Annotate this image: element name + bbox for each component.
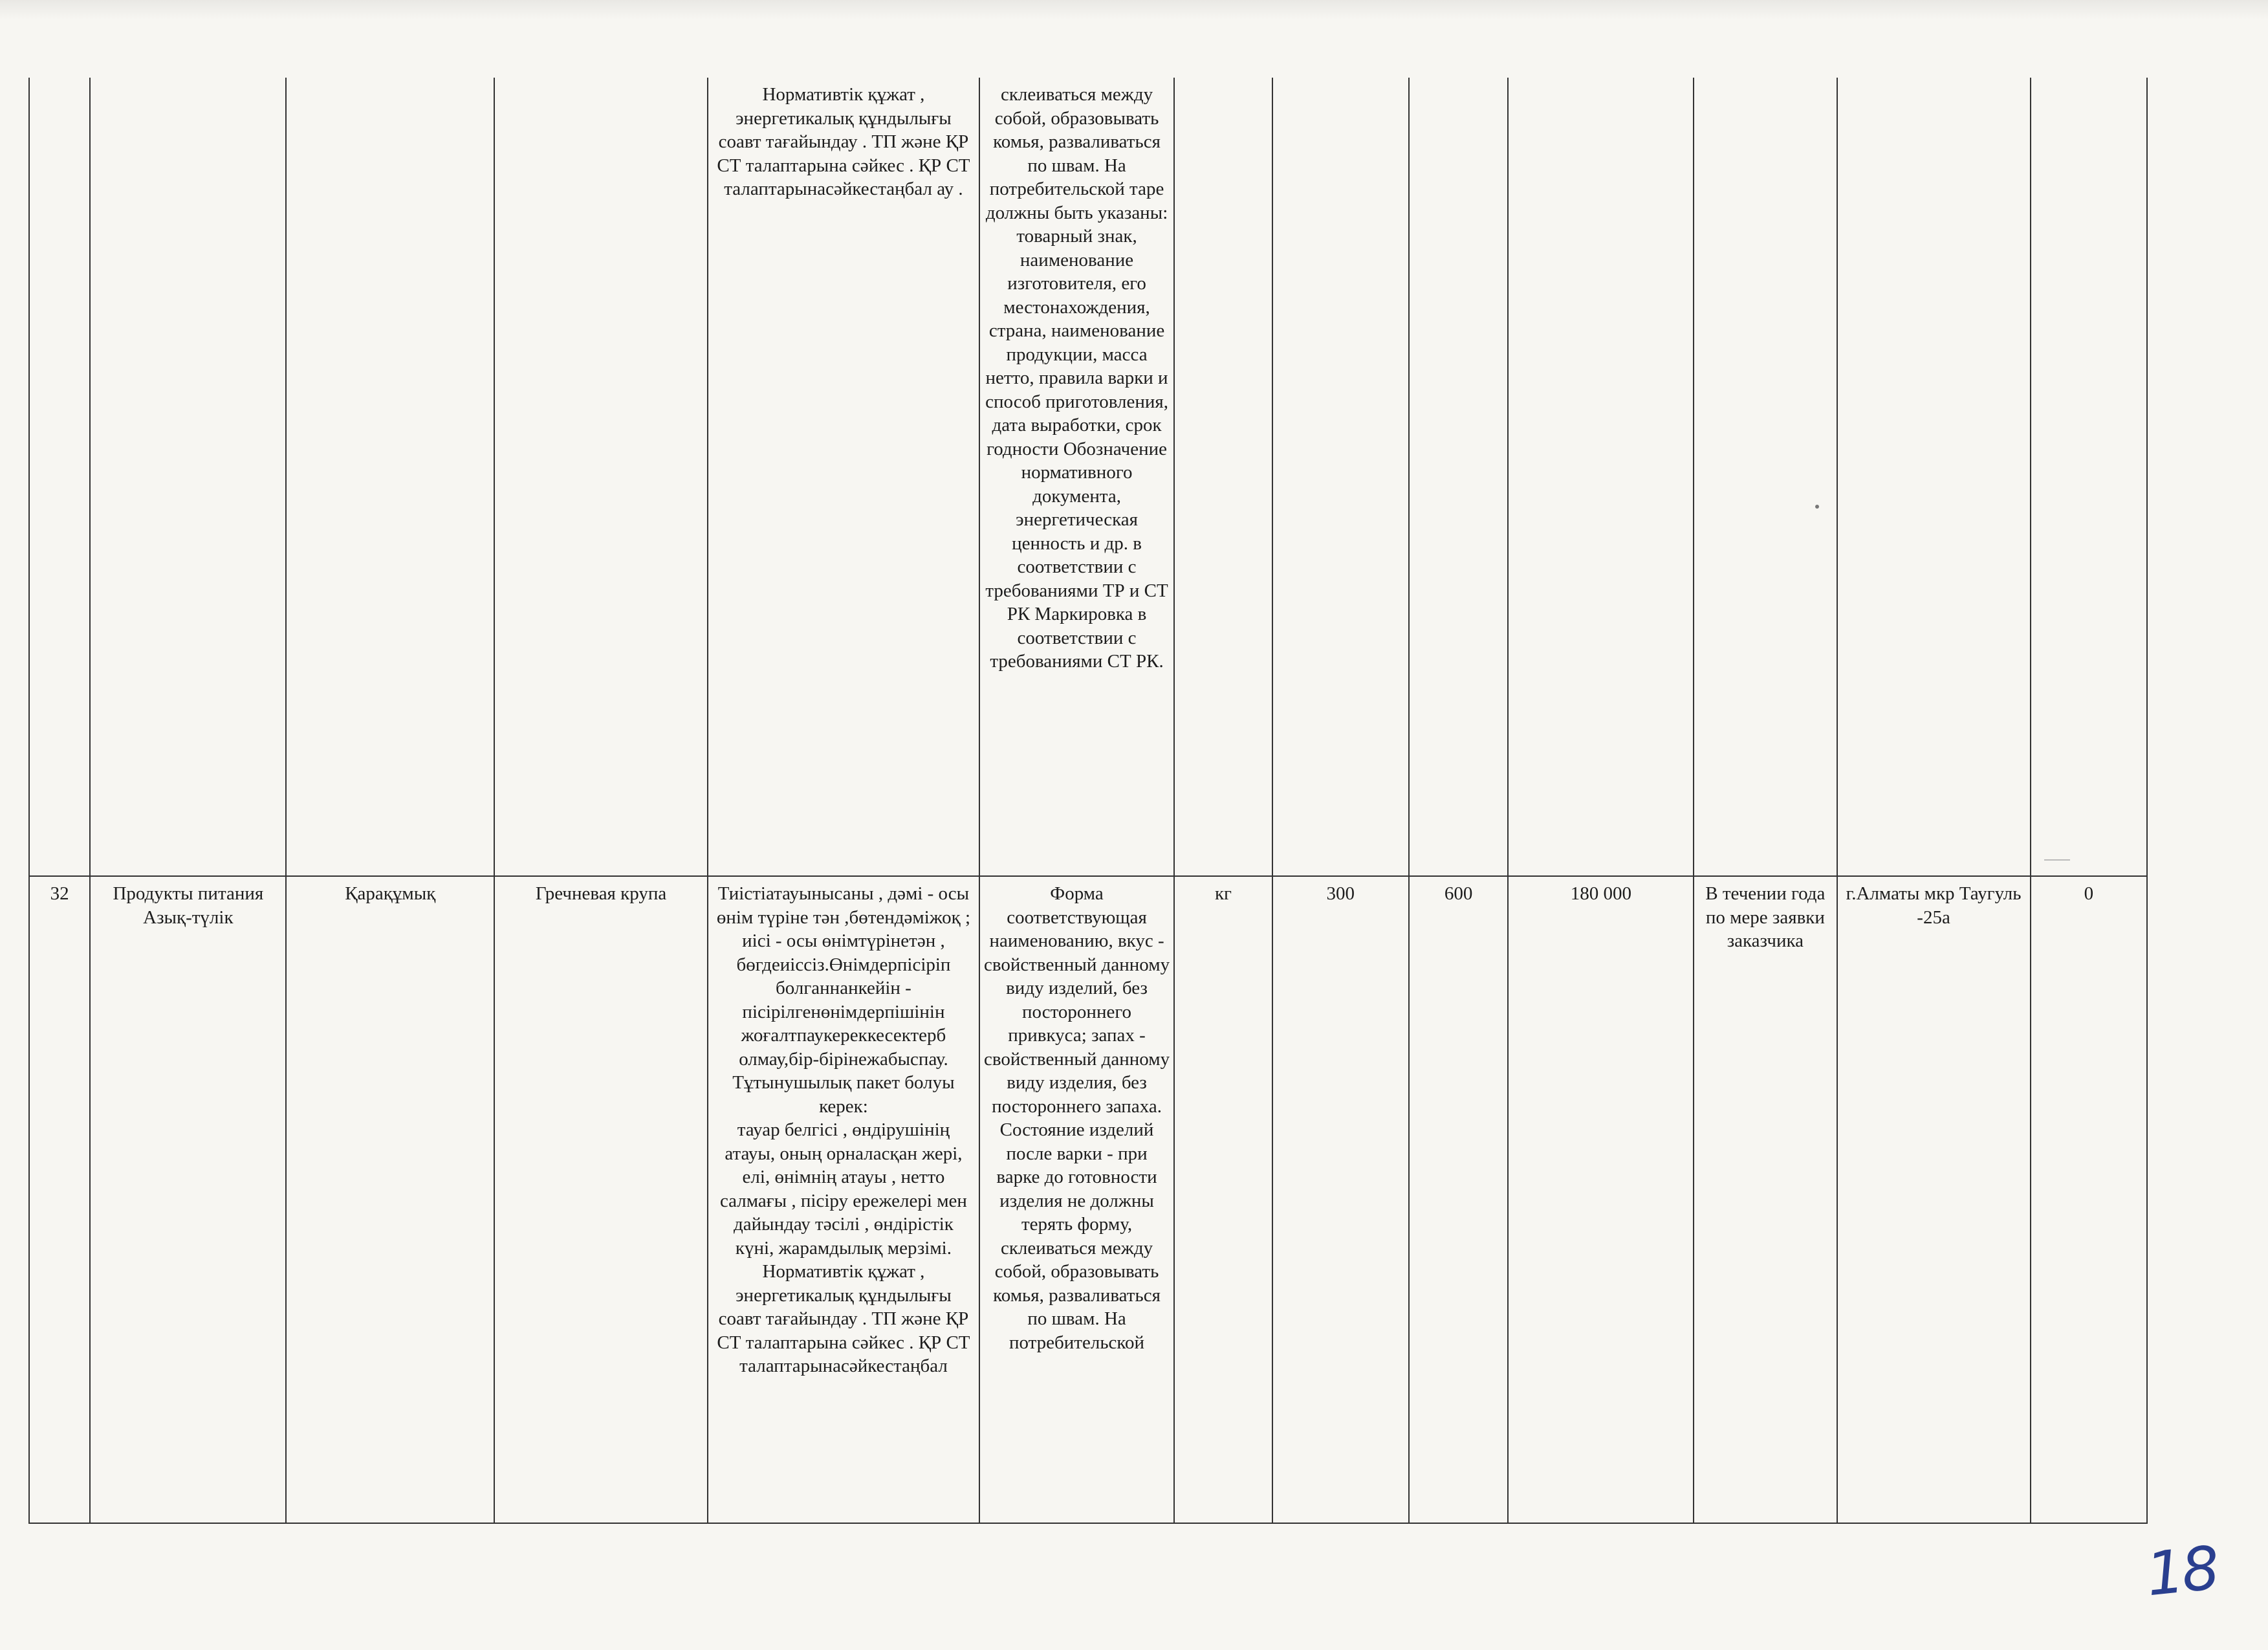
procurement-table <box>28 78 2148 1524</box>
cell-number: 32 <box>29 876 90 1523</box>
cell-delivery-address <box>1837 78 2031 876</box>
cell-description-ru: склеиваться между собой, образовывать комья, разваливаться по швам. На потребительской таре должны быть указаны: товарный знак, наименование изготовителя, его местонахождения, страна, наименование продукции, масса нетто, правила варки и способ приготовления, дата выработки, срок годности Обозначение нормативного документа, энергетическая ценность и др. в соответствии с требованиями ТР и СТ РК Маркировка в соответствии с требованиями СТ РК. <box>979 78 1174 876</box>
cell-quantity <box>1409 78 1509 876</box>
cell-advance <box>2031 78 2147 876</box>
page-number: 18 <box>2143 1533 2221 1610</box>
cell-unit: кг <box>1174 876 1272 1523</box>
cell-delivery-term: В течении года по мере заявки заказчика <box>1694 876 1837 1523</box>
cell-category: Продукты питания Азық-түлік <box>90 876 286 1523</box>
cell-unit <box>1174 78 1272 876</box>
scan-top-edge <box>0 0 2268 19</box>
cell-name-kz: Қарақұмық <box>286 876 494 1523</box>
cell-delivery-address: г.Алматы мкр Таугуль -25а <box>1837 876 2031 1523</box>
cell-delivery-term <box>1694 78 1837 876</box>
cell-price: 300 <box>1272 876 1409 1523</box>
cell-name-kz <box>286 78 494 876</box>
cell-price <box>1272 78 1409 876</box>
cell-description-kz: Тиістіатауынысаны , дәмі - осы өнім түріне тән ,бөтендәміжоқ ; иісі - осы өнімтүрінетән , бөгдеиіссіз.Өнімдерпісіріп болганнанкейін - пісірілгенөнімдерпішінін жоғалтпаукереккесектерб олмау,бір-бірінежабыспау. Тұтынушылық пакет болуы керек: тауар белгісі , өндірушінің атауы, оның орналасқан жері, елі, өнімнің атауы , нетто салмағы , пісіру ережелері мен дайындау тәсілі , өндірістік күні, жарамдылық мерзімі. Нормативтік құжат , энергетикалық құндылығы соавт тағайындау . ТП және ҚР СТ талаптарына сәйкес . ҚР СТ талаптарынасәйкестаңбал <box>708 876 979 1523</box>
scan-mark <box>2044 859 2070 861</box>
cell-category <box>90 78 286 876</box>
table-row-32 <box>29 876 2147 1523</box>
cell-description-ru: Форма соответствующая наименованию, вкус - свойственный данному виду изделий, без постороннего привкуса; запах - свойственный данному виду изделия, без постороннего запаха. Состояние изделий после варки - при варке до готовности изделия не должны терять форму, склеиваться между собой, образовывать комья, разваливаться по швам. На потребительской <box>979 876 1174 1523</box>
cell-amount: 180 000 <box>1508 876 1694 1523</box>
cell-number <box>29 78 90 876</box>
cell-name-ru <box>494 78 708 876</box>
cell-quantity: 600 <box>1409 876 1509 1523</box>
cell-amount <box>1508 78 1694 876</box>
table-row-continuation <box>29 78 2147 876</box>
scan-speck <box>1815 505 1819 509</box>
cell-name-ru: Гречневая крупа <box>494 876 708 1523</box>
cell-advance: 0 <box>2031 876 2147 1523</box>
cell-description-kz: Нормативтік құжат , энергетикалық құндылығы соавт тағайындау . ТП және ҚР СТ талаптарына сәйкес . ҚР СТ талаптарынасәйкестаңбал ау . <box>708 78 979 876</box>
